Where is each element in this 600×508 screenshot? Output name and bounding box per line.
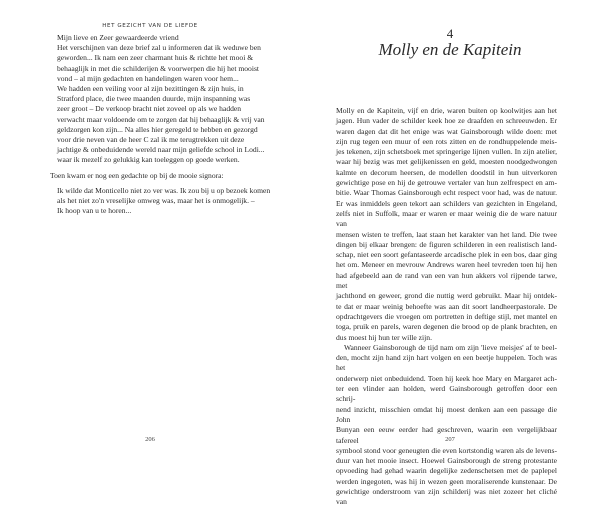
text-line: zeer groot – De verkoop bracht niet zoveel op als we hadden	[57, 104, 242, 114]
text-line: opvoeding had gehad waarin degelijke zedenschetsen met de paplepel	[336, 466, 557, 476]
text-line: vond – al mijn gedachten en handelingen waren voor hem...	[57, 73, 239, 83]
text-line: Er was inmiddels geen tekort aan schilders van gezichten in Engeland,	[336, 198, 557, 208]
text-line: geworden... Ik nam een zeer charmant huis & richtte het mooi &	[57, 53, 254, 63]
paragraph-2	[336, 343, 557, 508]
text-line: zijn rug tegen een muur of een rots zitten en de rondhuppelende meis-	[336, 136, 557, 146]
left-page	[0, 0, 300, 460]
text-line: onderwerp niet onbeduidend. Toen hij keek hoe Mary en Margaret ach-	[336, 373, 557, 383]
chapter-number: 4	[446, 26, 454, 41]
text-line: jes tekenen, zijn schetsboek met springerige lijnen vullen. In zijn atelier,	[336, 147, 557, 157]
text-line: verwacht maar voldoende om te zorgen dat hij behaaglijk & vrij van	[57, 114, 265, 124]
text-line: werden ingegoten, was hij in wezen geen moraliserende kunstenaar. De	[336, 476, 557, 486]
chapter-title: Molly en de Kapitein	[378, 40, 522, 59]
text-line: dus moest hij hun ter wille zijn.	[336, 332, 432, 342]
text-line: zelfs niet in Suffolk, maar er waren er maar weinig die de ware natuur van	[336, 208, 557, 229]
text-line: Stratford place, die twee maanden duurde, mijn inspanning was	[57, 94, 251, 104]
text-line: Het verschijnen van deze brief zal u informeren dat ik weduwe ben	[57, 43, 261, 53]
text-line: Bunyan een eeuw eerder had geschreven, waarin een vergelijkbaar tafereel	[336, 425, 557, 445]
text-line: opdrachtgevers die vroegen om portretten in deftige stijl, met mantel en	[336, 311, 557, 321]
narration-line: Toen kwam er nog een gedachte op bij de mooie signora:	[50, 170, 224, 180]
text-line: Ik hoop van u te horen...	[57, 206, 132, 216]
text-line: te dat er maar weinig behoefte was aan dit soort landheerpastorale. De	[336, 301, 557, 311]
text-line: Ik wilde dat Monticello niet zo ver was. Ik zou bij u op bezoek komen	[57, 185, 271, 195]
text-line: waar ik mezelf zo gelukkig kan toeleggen op goede werken.	[57, 155, 240, 165]
letter-block-1	[50, 33, 265, 166]
left-page-body	[50, 33, 271, 216]
text-line: toga, pruik en parels, waren degenen die brood op de plank brachten, en	[336, 322, 557, 332]
text-line: mensen wisten te treffen, laat staan het karakter van het land. Die twee	[336, 229, 557, 239]
text-line: het om. Meneer en mevrouw Andrews waren heel tevreden toen hij hen	[336, 260, 557, 270]
text-line: jachtige & onbeduidende wereld naar mijn geliefde school in Lodi...	[57, 145, 265, 155]
text-line: jagen. Hun vader de schilder keek hoe ze draafden en schreeuwden. Er	[336, 116, 557, 126]
page-number: 206	[145, 436, 155, 443]
text-line: waren dagen dat dit het enige was wat Gainsborough wilde doen: met	[336, 126, 557, 136]
text-line: geldzorgen kon zijn... Na alles hier geregeld te hebben en gezorgd	[57, 124, 258, 134]
text-line: Wanneer Gainsborough de tijd nam om zijn 'lieve meisjes' af te beel-	[344, 342, 557, 352]
text-line: We hadden een veiling voor al zijn bezittingen & zijn huis, in	[57, 84, 244, 94]
paragraph-1	[336, 106, 557, 343]
page-number: 207	[445, 436, 455, 443]
right-page	[300, 0, 600, 507]
text-line: den, mocht zijn hand zijn hart volgen en een beetje huppelen. Toch was het	[336, 353, 557, 373]
text-line: dingen bij elkaar brengen: de figuren schilderen in een realistisch land-	[336, 239, 557, 249]
running-head: HET GEZICHT VAN DE LIEFDE	[102, 23, 198, 29]
text-line: behaaglijk in met die schilderijen & voorwerpen die hij het mooist	[57, 63, 260, 73]
text-line: gewichtige pose en hij de getrouwe vertaler van hun zelfrespect en am-	[336, 178, 557, 188]
text-line: ter een vlinder aan holden, werd Gainsborough getroffen door een schrij-	[336, 384, 557, 404]
letter-block-2	[50, 185, 271, 217]
text-line: jachthond en geweer, grond die nuttig werd gebruikt. Maar hij ontdek-	[336, 291, 557, 301]
text-line: als het niet zo'n vreselijke omweg was, maar het is onmogelijk. –	[57, 196, 255, 206]
text-line: kalmte en decorum heersen, de modellen doodstil in hun uitverkoren	[336, 167, 557, 177]
right-page-body	[336, 106, 557, 508]
text-line: Mijn lieve en Zeer gewaardeerde vriend	[57, 33, 179, 42]
text-line: bitie. Waar Thomas Gainsborough echt respect voor had, was de natuur.	[336, 188, 557, 198]
text-line: gewichtige onderstroom van zijn schilderij was niet zozeer het cliché van	[336, 486, 557, 507]
text-line: schap, niet een soort gefantaseerde arcadische plek in een bos, daar ging	[336, 250, 557, 260]
text-line: had afgebeeld aan de rand van een van hun akkers vol rijpende tarwe, met	[336, 270, 557, 291]
text-line: Molly en de Kapitein, vijf en drie, waren buiten op koolwitjes aan het	[336, 106, 557, 115]
text-line: nend inzicht, misschien omdat hij moest denken aan een passage die John	[336, 404, 557, 424]
text-line: duur van het mooie insect. Hoewel Gainsborough de streng protestante	[336, 456, 557, 466]
text-line: symbool stond voor geneugten die even kortstondig waren als de levens-	[336, 445, 558, 455]
text-line: voor drie neven van de heer C zal ik me terugtrekken uit deze	[57, 135, 245, 145]
text-line: waar hij bezig was met gelijkenissen en geld, moesten noodgedwongen	[336, 157, 557, 167]
